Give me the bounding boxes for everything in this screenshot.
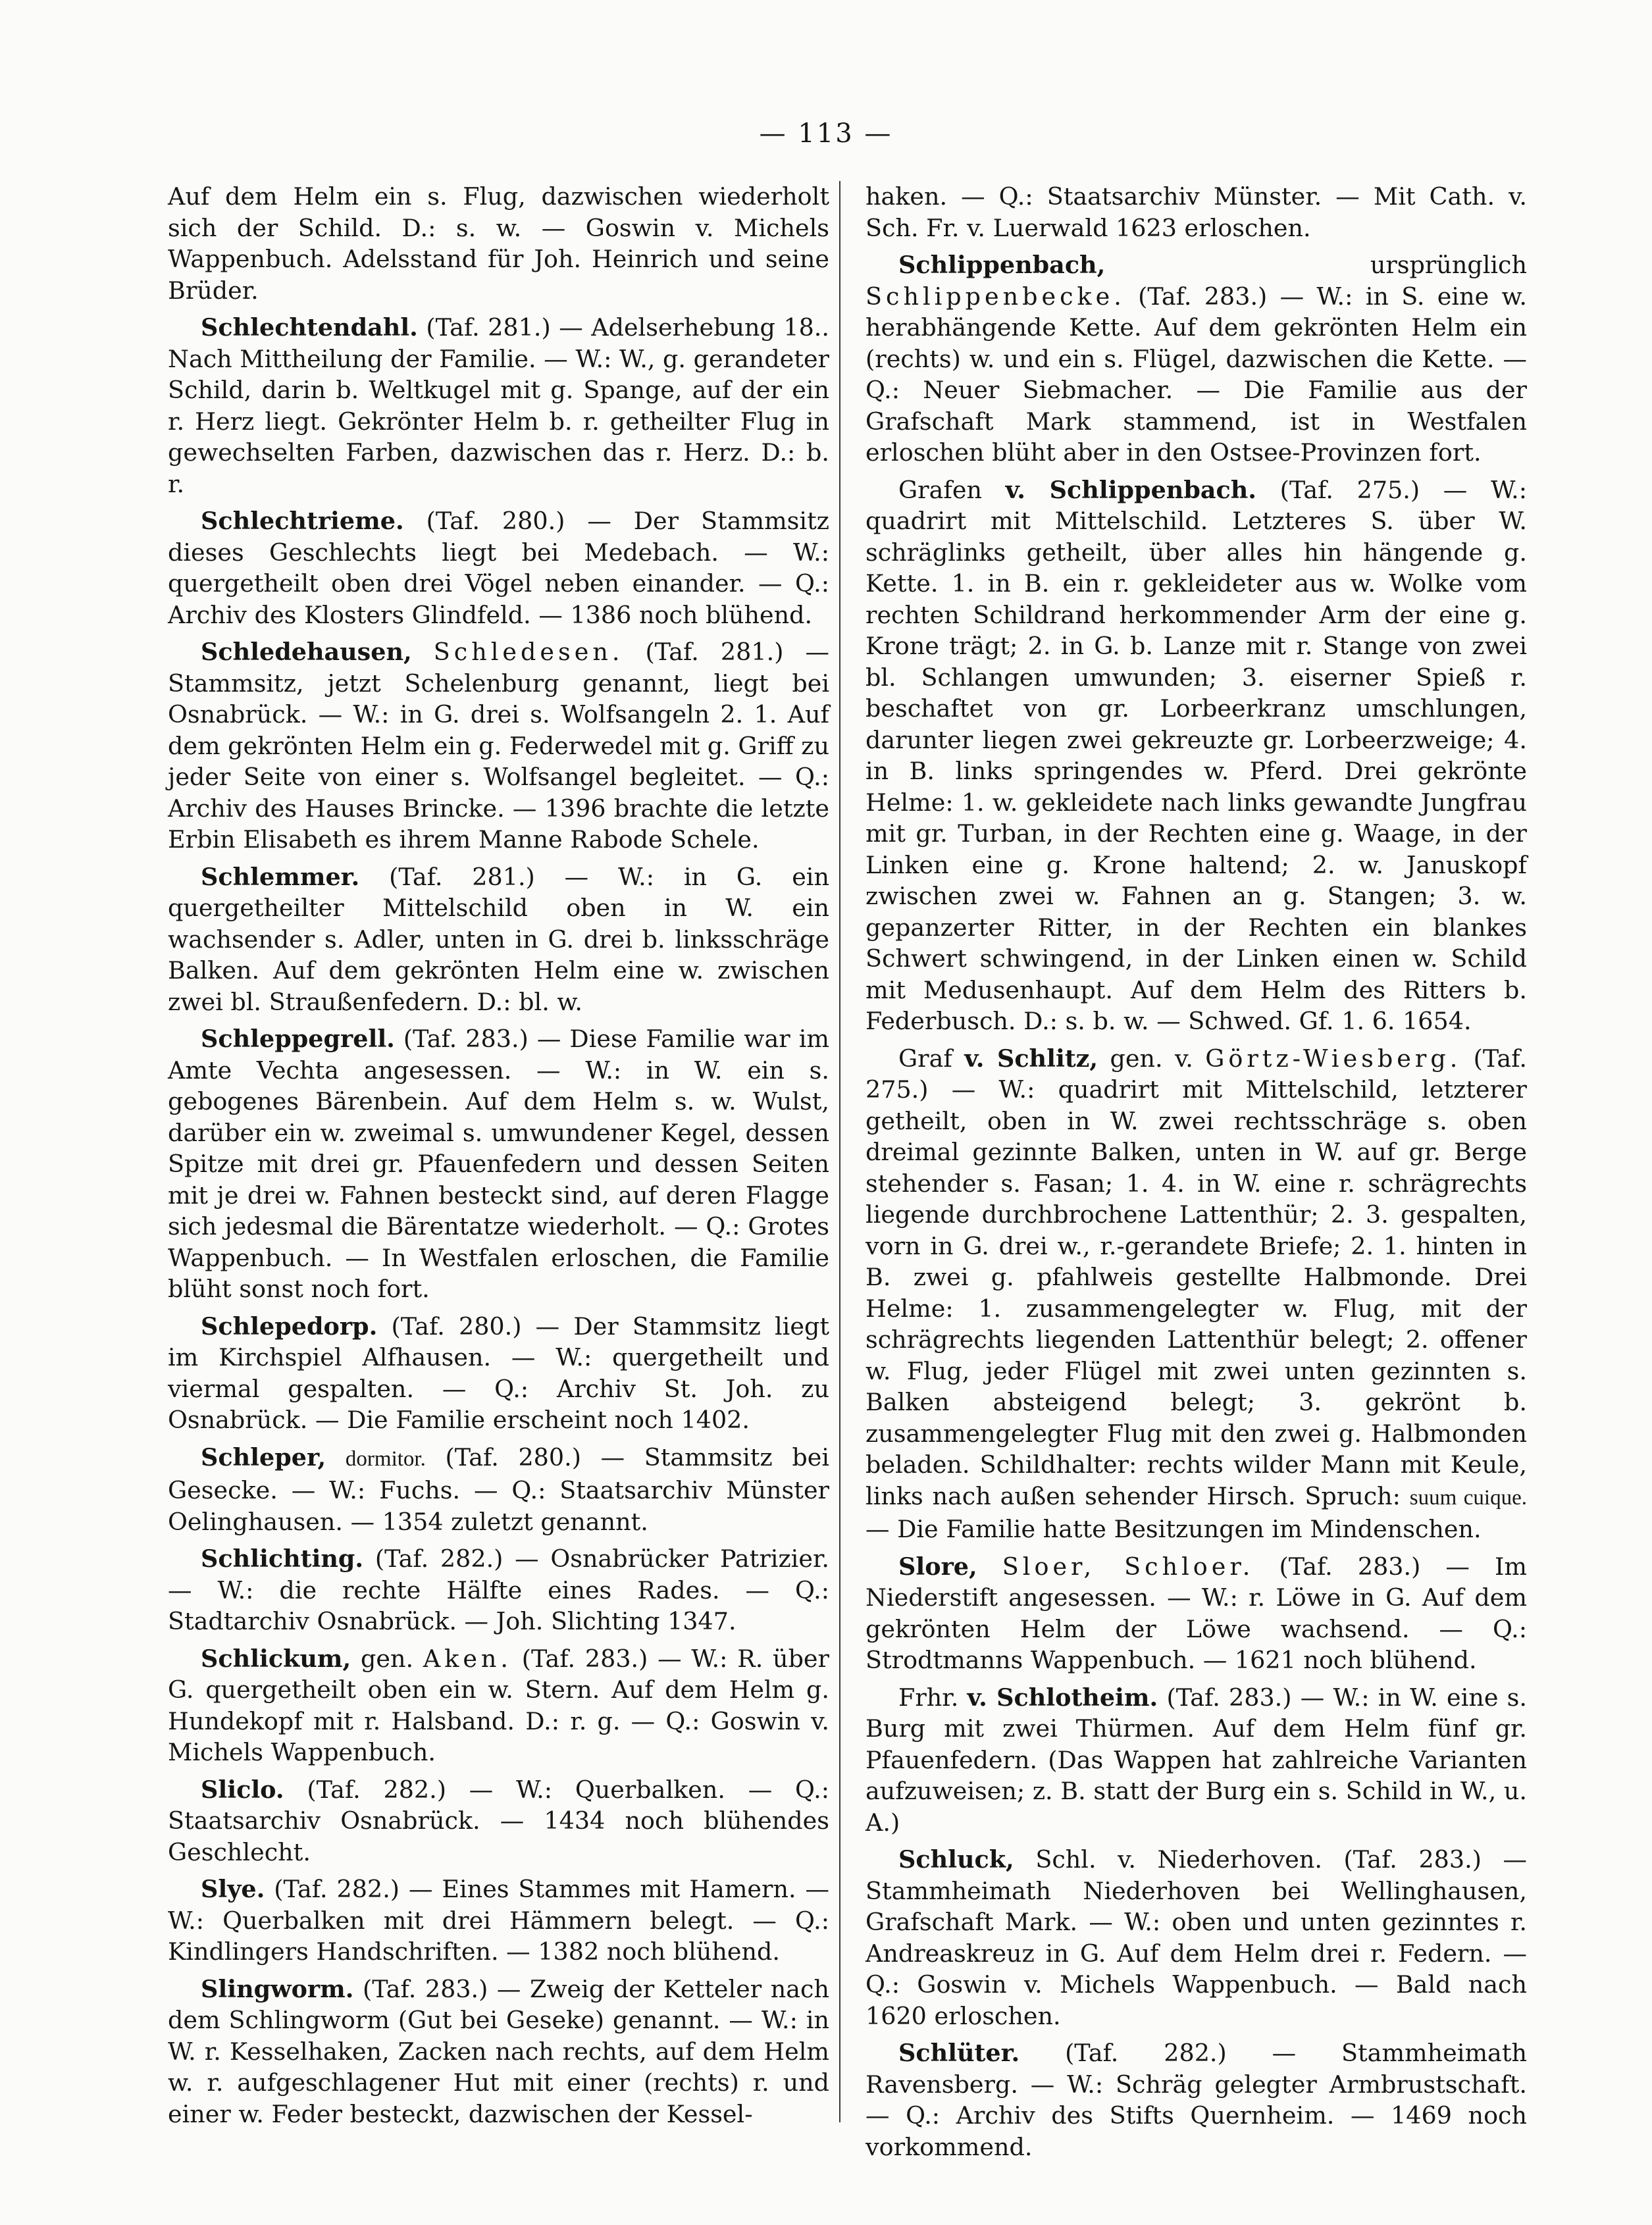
entry-schlemmer: [168, 861, 829, 1018]
entry-variant: Schl. v. Niederhoven.: [1035, 1845, 1322, 1874]
entry-title: Grafen: [898, 475, 1006, 504]
entry-headword: Schlechtendahl.: [201, 313, 418, 342]
entry-headword: Schluck,: [898, 1845, 1014, 1874]
right-column: [865, 181, 1527, 2168]
entry-title: Frhr.: [898, 1683, 968, 1712]
entry-text: Auf dem Helm ein s. Flug, dazwischen wiederholt sich der Schild. D.: s. w. — Goswin v. Michels Wappenbuch. Adelsstand für Joh. Heinrich und seine Brüder.: [168, 182, 829, 305]
entry-text: (Taf. 280.) — Der Stammsitz dieses Geschlechts liegt bei Medebach. — W.: quergetheilt oben drei Vögel neben einander. — Q.: Archiv des Klosters Glindfeld. — 1386 noch blühend.: [168, 507, 829, 629]
entry-headword: Slore,: [898, 1552, 977, 1581]
entry-headword: Schlickum,: [201, 1644, 351, 1673]
entry-headword: Schlechtrieme.: [201, 507, 404, 535]
entry-text: (Taf. 282.) — Stammheimath Ravensberg. — W.: Schräg gelegter Armbrustschaft. — Q.: Archiv des Stifts Quernheim. — 1469 noch vorkommend.: [865, 2039, 1527, 2161]
entry-latin: dormitor.: [345, 1446, 426, 1471]
entry-text: (Taf. 275.) — W.: quadrirt mit Mittelschild, letzterer getheilt, oben in W. zwei rechtsschräge s. oben dreimal gezinnte Balken, unten in W. auf gr. Berge stehender s. Fasan; 1. 4. in W. eine r. schrägrechts liegende durchbrochene Lattenthür; 2. 3. gespalten, vorn in G. drei w., r.-gerandete Briefe; 2. 1. hinten in B. zwei g. pfahlweis gestellte Halbmonde. Drei Helme: 1. zusammengelegter w. Flug, mit der schrägrechts liegenden Lattenthür belegt; 2. offener w. Flug, jeder Flügel mit zwei unten gezinnten s. Balken absteigend belegt; 3. gekrönt b. zusammengelegter Flug mit den zwei g. Halbmonden beladen. Schildhalter: rechts wilder Mann mit Keule, links nach außen sehender Hirsch. Spruch:: [865, 1044, 1527, 1510]
entry-schlepedorp: [168, 1311, 829, 1436]
entry-headword: Slingworm.: [201, 1974, 354, 2003]
entry-text: (Taf. 282.) — W.: Querbalken. — Q.: Staatsarchiv Osnabrück. — 1434 noch blühendes Geschlecht.: [168, 1775, 829, 1866]
entry-schlueter: [865, 2037, 1527, 2162]
entry-headword: Schleppegrell.: [201, 1025, 395, 1053]
entry-text-end: — Die Familie hatte Besitzungen im Mindenschen.: [865, 1515, 1482, 1543]
left-column: [168, 181, 829, 2135]
entry-variant: Schlippenbecke.: [865, 282, 1125, 311]
entry-text: haken. — Q.: Staatsarchiv Münster. — Mit Cath. v. Sch. Fr. v. Luerwald 1623 erloschen.: [865, 182, 1527, 242]
entry-text: (Taf. 283.) — W.: in S. eine w. herabhängende Kette. Auf dem gekrönten Helm ein (rechts) w. und ein s. Flügel, dazwischen die Kette. — Q.: Neuer Siebmacher. — Die Familie aus der Grafschaft Mark stammend, ist in Westfalen erloschen blüht aber in den Ostsee-Provinzen fort.: [865, 282, 1527, 467]
entry-headword: Schlepedorp.: [201, 1312, 378, 1341]
entry-headword: Schleper,: [201, 1443, 326, 1471]
entry-text: (Taf. 281.) — W.: in G. ein quergetheilter Mittelschild oben in W. ein wachsender s. Adler, unten in G. drei b. linksschräge Balken. Auf dem gekrönten Helm eine w. zwischen zwei bl. Straußenfedern. D.: bl. w.: [168, 862, 829, 1016]
entry-left-0: [168, 181, 829, 306]
entry-headword: Schlippenbach,: [898, 251, 1106, 279]
entry-right-0: [865, 181, 1527, 243]
entry-text: (Taf. 283.) — Diese Familie war im Amte Vechta angesessen. — W.: in W. ein s. gebogenes Bärenbein. Auf dem Helm s. w. Wulst, darüber ein w. zweimal s. umwundener Kegel, dessen Spitze mit drei gr. Pfauenfedern und dessen Seiten mit je drei w. Fahnen besteckt sind, auf deren Flagge sich jedesmal die Bärentatze wiederholt. — Q.: Grotes Wappenbuch. — In Westfalen erloschen, die Familie blüht sonst noch fort.: [168, 1025, 829, 1303]
entry-text: (Taf. 283.) — W.: in W. eine s. Burg mit zwei Thürmen. Auf dem Helm fünf gr. Pfauenfedern. (Das Wappen hat zahlreiche Varianten aufzuweisen; z. B. statt der Burg ein s. Schild in W., u. A.): [865, 1683, 1527, 1837]
entry-schledehausen: [168, 636, 829, 856]
entry-text: (Taf. 280.) — Stammsitz bei Gesecke. — W.: Fuchs. — Q.: Staatsarchiv Münster Oelinghausen. — 1354 zuletzt genannt.: [168, 1443, 829, 1536]
entry-variant-prefix: gen. v.: [1110, 1044, 1206, 1073]
entry-text: (Taf. 283.) — W.: R. über G. quergetheilt oben ein w. Stern. Auf dem Helm g. Hundekopf mit r. Halsband. D.: r. g. — Q.: Goswin v. Michels Wappenbuch.: [168, 1644, 829, 1766]
entry-schlechtendahl: [168, 312, 829, 499]
entry-schlichting: [168, 1543, 829, 1637]
entry-text: (Taf. 283.) — Im Niederstift angesessen. — W.: r. Löwe in G. Auf dem gekrönten Helm der Löwe wachsend. — Q.: Strodtmanns Wappenbuch. — 1621 noch blühend.: [865, 1552, 1527, 1674]
entry-headword: Sliclo.: [201, 1775, 284, 1804]
entry-text: (Taf. 282.) — Eines Stammes mit Hamern. — W.: Querbalken mit drei Hämmern belegt. — Q.: Kindlingers Handschriften. — 1382 noch blühend.: [168, 1875, 829, 1966]
entry-sliclo: [168, 1774, 829, 1868]
entry-variant: Sloer, Schloer.: [1002, 1552, 1254, 1581]
entry-headword: Schlemmer.: [201, 862, 360, 891]
entry-schleppegrell: [168, 1023, 829, 1305]
entry-variant-prefix: ursprünglich: [1370, 251, 1527, 279]
page-number: — 113 —: [759, 118, 893, 149]
entry-graf-schlitz: [865, 1043, 1527, 1545]
entry-headword: v. Schlotheim.: [967, 1683, 1158, 1712]
entry-text: (Taf. 280.) — Der Stammsitz liegt im Kirchspiel Alfhausen. — W.: quergetheilt und viermal gespalten. — Q.: Archiv St. Joh. zu Osnabrück. — Die Familie erscheint noch 1402.: [168, 1312, 829, 1434]
entry-text: (Taf. 283.) — Zweig der Ketteler nach dem Schlingworm (Gut bei Geseke) genannt. — W.: in W. r. Kesselhaken, Zacken nach rechts, auf dem Helm w. r. aufgeschlagener Hut mit einer (rechts) r. und einer w. Feder besteckt, dazwischen der Kessel-: [168, 1974, 829, 2128]
entry-headword: Schlichting.: [201, 1545, 364, 1573]
entry-variant-prefix: gen.: [361, 1644, 423, 1673]
entry-text: (Taf. 281.) — Stammsitz, jetzt Schelenburg genannt, liegt bei Osnabrück. — W.: in G. drei s. Wolfsangeln 2. 1. Auf dem gekrönten Helm ein g. Federwedel mit g. Griff zu jeder Seite von einer s. Wolfsangel begleitet. — Q.: Archiv des Hauses Brincke. — 1396 brachte die letzte Erbin Elisabeth es ihrem Manne Rabode Schele.: [168, 638, 830, 854]
entry-slye: [168, 1874, 829, 1968]
entry-variant: Görtz-Wiesberg.: [1205, 1044, 1462, 1073]
entry-headword: v. Schlitz,: [964, 1044, 1098, 1073]
entry-headword: Schlüter.: [898, 2039, 1020, 2067]
entry-text: (Taf. 282.) — Osnabrücker Patrizier. — W.: die rechte Hälfte eines Rades. — Q.: Stadtarchiv Osnabrück. — Joh. Slichting 1347.: [168, 1545, 829, 1635]
entry-variant: Aken.: [423, 1644, 513, 1673]
column-divider: [839, 181, 840, 2122]
entry-schlippenbach: [865, 249, 1527, 469]
entry-schlotheim: [865, 1682, 1527, 1839]
entry-text: (Taf. 275.) — W.: quadrirt mit Mittelschild. Letzteres S. über W. schräglinks getheilt, über alles hin hängende g. Kette. 1. in B. ein r. gekleideter aus w. Wolke vom rechten Schildrand herkommender Arm der eine g. Krone trägt; 2. in G. b. Lanze mit r. Stange von zwei bl. Schlangen umwunden; 3. eiserner Spieß r. beschaftet von gr. Lorbeerkranz umschlungen, darunter liegen zwei gekreuzte gr. Lorbeerzweige; 4. in B. links springendes w. Pferd. Drei gekrönte Helme: 1. w. gekleidete nach links gewandte Jungfrau mit gr. Turban, in der Rechten eine g. Waage, in der Linken eine g. Krone haltend; 2. w. Januskopf zwischen zwei w. Fahnen an g. Stangen; 3. w. gepanzerter Ritter, in der Rechten ein blankes Schwert schwingend, in der Linken einen w. Schild mit Medusenhaupt. Auf dem Helm des Ritters b. Federbusch. D.: s. b. w. — Schwed. Gf. 1. 6. 1654.: [865, 475, 1527, 1035]
entry-grafen-schlippenbach: [865, 474, 1527, 1037]
entry-headword: Slye.: [201, 1875, 265, 1903]
entry-headword: Schledehausen,: [201, 638, 412, 666]
entry-schlechtrieme: [168, 505, 829, 630]
entry-schleper: [168, 1442, 829, 1538]
entry-schluck: [865, 1844, 1527, 2032]
entry-slingworm: [168, 1974, 829, 2130]
entry-latin: suum cuique.: [1409, 1485, 1527, 1510]
entry-variant: Schledesen.: [433, 638, 624, 666]
entry-slore: [865, 1551, 1527, 1676]
entry-text: (Taf. 283.) — Stammheimath Niederhoven bei Wellinghausen, Grafschaft Mark. — W.: oben und unten gezinntes r. Andreaskreuz in G. Auf dem Helm drei r. Federn. — Q.: Goswin v. Michels Wappenbuch. — Bald nach 1620 erloschen.: [865, 1845, 1528, 2030]
entry-headword: v. Schlippenbach.: [1005, 475, 1256, 504]
entry-text: (Taf. 281.) — Adelserhebung 18.. Nach Mittheilung der Familie. — W.: W., g. gerandeter Schild, darin b. Weltkugel mit g. Spange, auf der ein r. Herz liegt. Gekrönter Helm b. r. getheilter Flug in gewechselten Farben, dazwischen das r. Herz. D.: b. r.: [168, 313, 829, 498]
entry-schlickum: [168, 1643, 829, 1768]
entry-title: Graf: [898, 1044, 965, 1073]
